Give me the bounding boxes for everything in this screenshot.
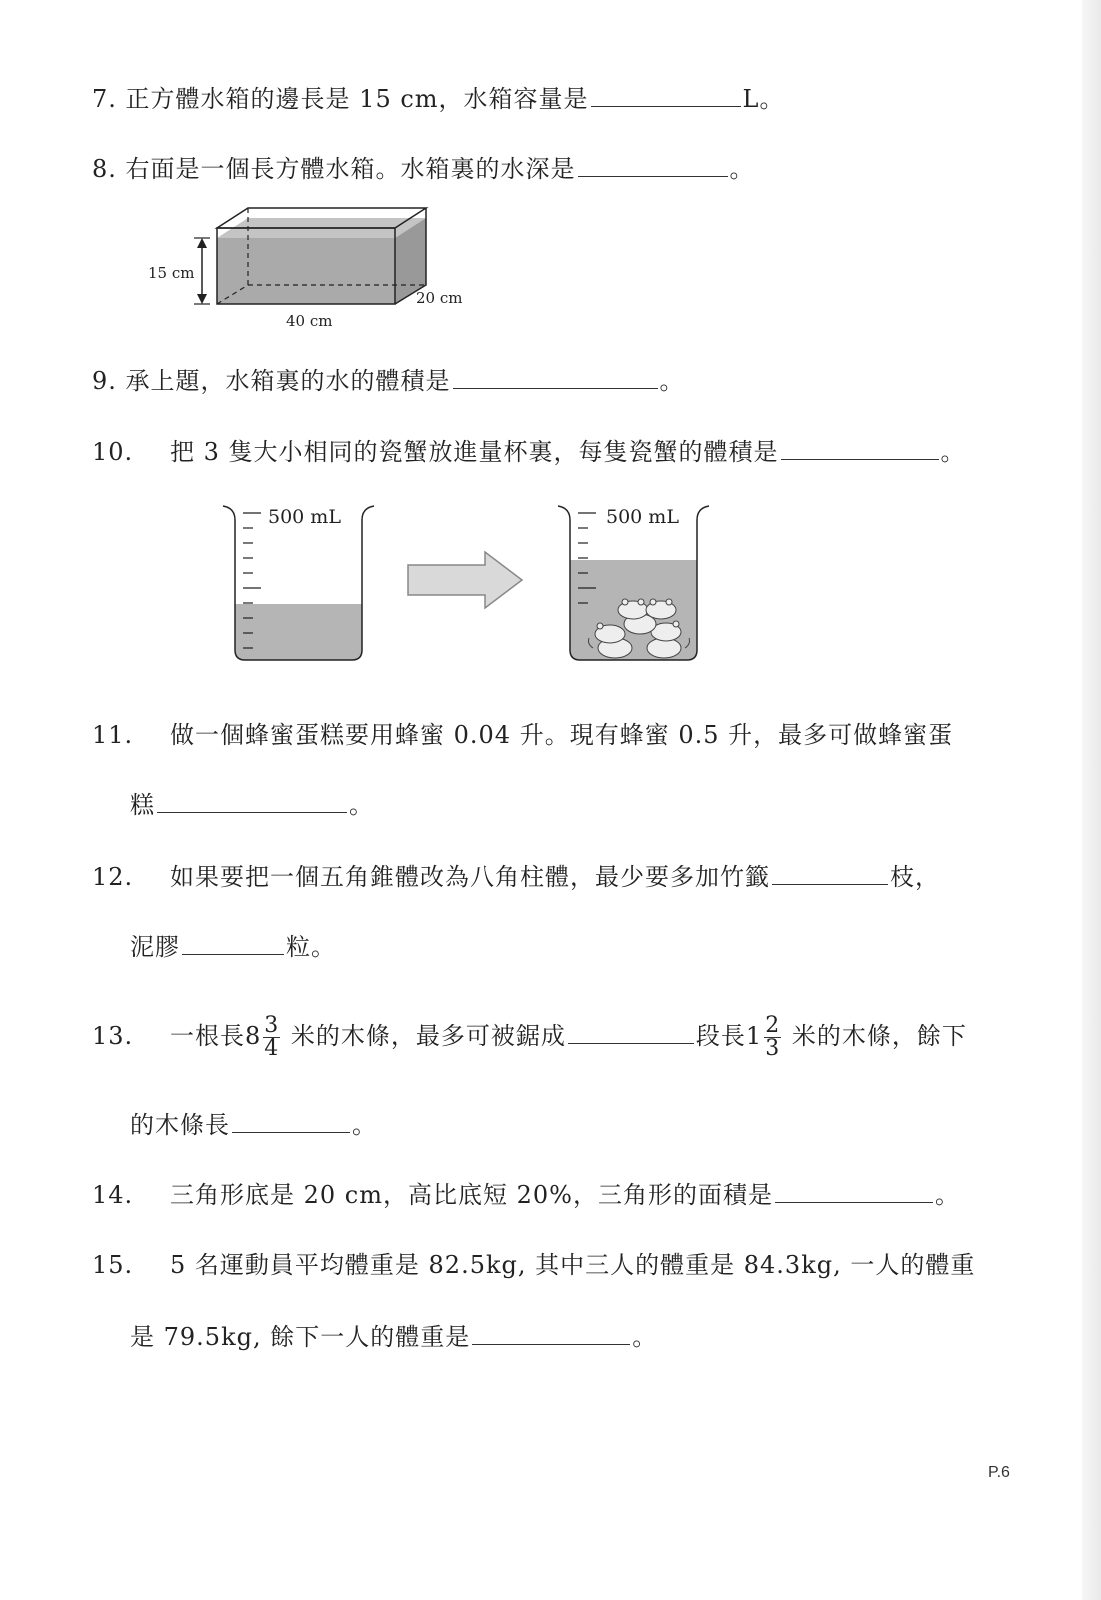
question-10 [92,437,966,467]
question-text: 右面是一個長方體水箱。水箱裏的水深是 [125,155,576,183]
beaker-before [223,506,374,660]
question-text-end: 。 [934,1181,960,1209]
question-text: 糕 [130,791,155,819]
question-text-end: 粒。 [286,933,336,961]
page-edge-shadow [1082,0,1101,1600]
question-7 [92,84,784,114]
beaker-capacity-label: 500 mL [606,506,679,528]
question-text: 把 3 隻大小相同的瓷蟹放進量杯裏，每隻瓷蟹的體積是 [170,438,779,466]
arrow-head-down [197,294,207,304]
mixed-number-whole: 8 [245,1022,262,1050]
tank-length-label: 40 cm [286,312,333,330]
question-15-continued [130,1322,657,1352]
question-text: 泥膠 [130,933,180,961]
beaker-capacity-label: 500 mL [268,506,341,528]
beaker-after [558,506,709,660]
right-arrow-icon [408,552,522,608]
answer-blank[interactable] [772,862,888,885]
tank-figure [140,200,480,335]
question-text: 的木條長 [130,1111,230,1139]
question-text-mid: 枝， [890,863,940,891]
answer-blank[interactable] [157,790,347,813]
question-text-end: 。 [940,438,966,466]
question-number: 7. [92,85,117,113]
answer-blank[interactable] [453,366,658,389]
fraction-numerator: 2 [765,1013,781,1038]
water-front [217,238,395,304]
question-number: 14. [92,1181,134,1209]
question-number: 10. [92,438,134,466]
question-12-continued [130,932,336,962]
question-text-end: L。 [742,85,785,113]
question-text-end: 。 [349,791,374,819]
question-text: 是 79.5kg, 餘下一人的體重是 [130,1323,471,1351]
question-text-end: 。 [659,367,685,395]
beaker-figure [215,498,725,668]
page-number: P.6 [988,1464,1010,1481]
question-text: 米的木條，餘下 [791,1022,967,1050]
question-text: 做一個蜂蜜蛋糕要用蜂蜜 0.04 升。現有蜂蜜 0.5 升，最多可做蜂蜜蛋 [170,721,954,749]
question-number: 11. [92,721,134,749]
question-text: 如果要把一個五角錐體改為八角柱體，最少要多加竹籤 [170,863,770,891]
question-text-end: 。 [632,1323,658,1351]
answer-blank[interactable] [182,932,284,955]
fraction-denominator: 3 [765,1036,781,1061]
question-number: 12. [92,863,134,891]
question-text: 一根長 [170,1022,245,1050]
arrow-head-up [197,238,207,248]
question-text-end: 。 [352,1111,377,1139]
fraction-numerator: 3 [264,1013,280,1038]
question-text: 正方體水箱的邊長是 15 cm，水箱容量是 [125,85,589,113]
question-8 [92,154,755,184]
answer-blank[interactable] [578,154,728,177]
answer-blank[interactable] [472,1322,630,1345]
tank-height-label: 15 cm [148,264,195,282]
question-number: 8. [92,155,117,183]
answer-blank[interactable] [781,437,939,460]
question-number: 9. [92,367,117,395]
question-text-end: 。 [729,155,755,183]
question-text: 承上題，水箱裏的水的體積是 [125,367,451,395]
question-13-continued [130,1110,377,1140]
answer-blank[interactable] [775,1180,933,1203]
fraction [263,1015,280,1060]
answer-blank[interactable] [232,1110,350,1133]
answer-blank[interactable] [591,84,741,107]
answer-blank[interactable] [568,1021,694,1044]
question-14 [92,1180,960,1210]
question-15 [92,1250,975,1280]
question-text: 米的木條，最多可被鋸成 [290,1022,566,1050]
question-13 [92,1010,967,1062]
question-number: 13. [92,1022,134,1050]
question-number: 15. [92,1251,134,1279]
question-9 [92,366,685,396]
question-text: 三角形底是 20 cm，高比底短 20%，三角形的面積是 [170,1181,773,1209]
fraction-denominator: 4 [264,1036,280,1061]
question-12 [92,862,940,892]
tank-width-label: 20 cm [416,289,463,307]
fraction [764,1015,781,1060]
mixed-number-whole: 1 [745,1022,763,1050]
water-before [235,604,362,660]
question-11-continued [130,790,374,820]
question-text: 5 名運動員平均體重是 82.5kg, 其中三人的體重是 84.3kg, 一人的體重 [170,1251,976,1279]
question-text: 段長 [695,1022,746,1050]
question-11 [92,720,953,750]
